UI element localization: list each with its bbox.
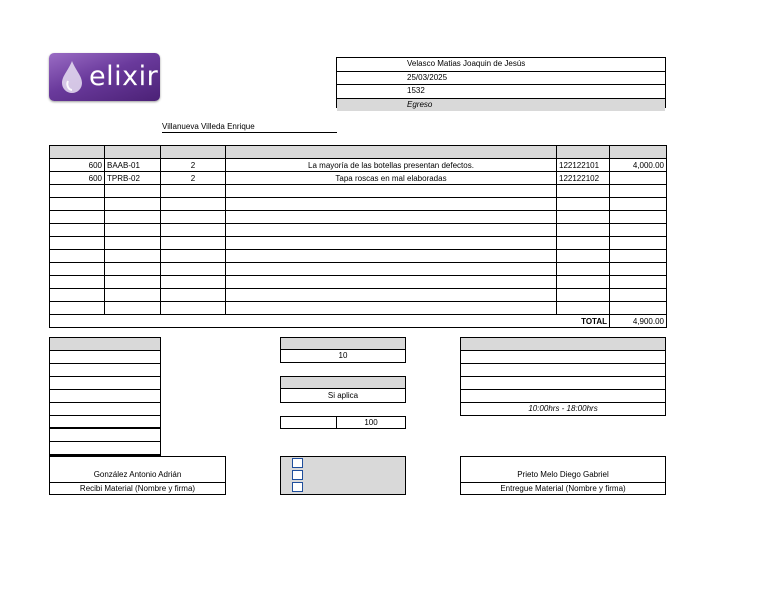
empty-cell xyxy=(610,198,667,211)
empty-cell xyxy=(226,198,557,211)
amount-cell: 4,000.00 xyxy=(610,159,667,172)
empty-cell xyxy=(557,224,610,237)
empty-cell xyxy=(610,276,667,289)
table-row xyxy=(50,237,667,250)
middle-value-2 xyxy=(336,416,406,429)
empty-cell xyxy=(610,250,667,263)
empty-cell xyxy=(105,289,161,302)
table-row xyxy=(50,172,667,185)
empty-cell xyxy=(610,289,667,302)
empty-cell xyxy=(161,263,226,276)
empty-cell xyxy=(557,263,610,276)
empty-cell xyxy=(557,211,610,224)
table-row xyxy=(50,211,667,224)
checkbox-3[interactable] xyxy=(292,482,303,492)
table-row xyxy=(50,276,667,289)
notes-row xyxy=(50,377,160,390)
notes-row xyxy=(50,403,160,416)
empty-cell xyxy=(50,198,105,211)
notes-block xyxy=(49,337,161,456)
delivered-signature-box xyxy=(460,456,666,495)
empty-cell xyxy=(610,263,667,276)
empty-cell xyxy=(557,198,610,211)
table-row xyxy=(50,302,667,315)
header-type: Egreso xyxy=(337,99,665,112)
middle-value-2-left xyxy=(280,416,337,429)
empty-cell xyxy=(557,237,610,250)
empty-cell xyxy=(610,302,667,315)
account-cell: 122122101 xyxy=(557,159,610,172)
header-cell xyxy=(226,146,557,159)
empty-cell xyxy=(161,289,226,302)
empty-cell xyxy=(105,224,161,237)
qty-cell: 600 xyxy=(50,172,105,185)
table-row xyxy=(50,250,667,263)
empty-cell xyxy=(226,237,557,250)
notes-row xyxy=(50,429,160,442)
empty-cell xyxy=(557,289,610,302)
empty-cell xyxy=(161,211,226,224)
empty-cell xyxy=(50,302,105,315)
num-cell: 2 xyxy=(161,172,226,185)
applies-text: Si aplica xyxy=(327,391,359,400)
empty-cell xyxy=(161,302,226,315)
table-row xyxy=(50,263,667,276)
empty-cell xyxy=(161,185,226,198)
middle-value-1 xyxy=(280,349,406,363)
notes-header xyxy=(50,338,160,351)
account-cell: 122122102 xyxy=(557,172,610,185)
items-table xyxy=(49,145,667,328)
table-row xyxy=(50,289,667,302)
empty-cell xyxy=(557,250,610,263)
table-row xyxy=(50,224,667,237)
header-cell xyxy=(105,146,161,159)
empty-cell xyxy=(557,302,610,315)
empty-cell xyxy=(105,198,161,211)
table-row xyxy=(50,159,667,172)
schedule-block xyxy=(460,337,666,416)
code-cell: BAAB-01 xyxy=(105,159,161,172)
header-date: 25/03/2025 xyxy=(337,72,665,86)
empty-cell xyxy=(226,263,557,276)
logo-text: elixir xyxy=(89,61,159,92)
schedule-hours: 10:00hrs - 18:00hrs xyxy=(528,404,598,413)
description-cell: La mayoría de las botellas presentan defectos. xyxy=(226,159,557,172)
table-row xyxy=(50,198,667,211)
header-cell xyxy=(161,146,226,159)
schedule-header xyxy=(461,338,665,351)
recipient-name: Villanueva Villeda Enrique xyxy=(162,122,337,133)
empty-cell xyxy=(161,198,226,211)
notes-row xyxy=(50,351,160,364)
total-label: TOTAL xyxy=(50,315,610,328)
empty-cell xyxy=(50,263,105,276)
header-cell xyxy=(557,146,610,159)
empty-cell xyxy=(161,250,226,263)
empty-cell xyxy=(557,185,610,198)
empty-cell xyxy=(105,302,161,315)
company-logo xyxy=(49,53,160,101)
value-2-text: 100 xyxy=(364,418,378,427)
total-row xyxy=(50,315,667,328)
empty-cell xyxy=(105,263,161,276)
table-row xyxy=(50,185,667,198)
header-name: Velasco Matias Joaquin de Jesús xyxy=(337,58,665,72)
empty-cell xyxy=(161,237,226,250)
value-1-text: 10 xyxy=(338,351,348,360)
schedule-row xyxy=(461,377,665,390)
empty-cell xyxy=(50,211,105,224)
empty-cell xyxy=(105,276,161,289)
header-cell xyxy=(50,146,105,159)
empty-cell xyxy=(610,211,667,224)
amount-cell xyxy=(610,172,667,185)
notes-row xyxy=(50,364,160,377)
middle-applies xyxy=(280,388,406,403)
delivered-name: Prieto Melo Diego Gabriel xyxy=(517,470,609,479)
empty-cell xyxy=(161,276,226,289)
received-label: Recibi Material (Nombre y firma) xyxy=(50,482,225,494)
received-name: González Antonio Adrián xyxy=(93,470,182,479)
drop-icon xyxy=(57,59,87,95)
empty-cell xyxy=(226,211,557,224)
empty-cell xyxy=(226,289,557,302)
received-signature-box xyxy=(49,456,226,495)
notes-row xyxy=(50,416,160,429)
empty-cell xyxy=(105,250,161,263)
qty-cell: 600 xyxy=(50,159,105,172)
empty-cell xyxy=(161,224,226,237)
empty-cell xyxy=(105,185,161,198)
empty-cell xyxy=(610,224,667,237)
checkbox-panel xyxy=(280,456,406,495)
notes-row xyxy=(50,442,160,455)
notes-row xyxy=(50,390,160,403)
empty-cell xyxy=(226,276,557,289)
header-folio: 1532 xyxy=(337,85,665,99)
empty-cell xyxy=(226,224,557,237)
empty-cell xyxy=(50,237,105,250)
code-cell: TPRB-02 xyxy=(105,172,161,185)
empty-cell xyxy=(610,185,667,198)
empty-cell xyxy=(50,250,105,263)
empty-cell xyxy=(50,289,105,302)
empty-cell xyxy=(50,224,105,237)
empty-cell xyxy=(226,302,557,315)
total-value: 4,900.00 xyxy=(610,315,667,328)
checkbox-2[interactable] xyxy=(292,470,303,480)
table-header-row xyxy=(50,146,667,159)
empty-cell xyxy=(105,237,161,250)
num-cell: 2 xyxy=(161,159,226,172)
schedule-row xyxy=(461,364,665,377)
schedule-row xyxy=(461,390,665,403)
header-info-box xyxy=(336,57,666,108)
empty-cell xyxy=(557,276,610,289)
empty-cell xyxy=(50,276,105,289)
empty-cell xyxy=(226,185,557,198)
empty-cell xyxy=(226,250,557,263)
header-cell xyxy=(610,146,667,159)
checkbox-1[interactable] xyxy=(292,458,303,468)
empty-cell xyxy=(50,185,105,198)
delivered-label: Entregue Material (Nombre y firma) xyxy=(461,482,665,494)
schedule-row xyxy=(461,351,665,364)
description-cell: Tapa roscas en mal elaboradas xyxy=(226,172,557,185)
empty-cell xyxy=(105,211,161,224)
empty-cell xyxy=(610,237,667,250)
